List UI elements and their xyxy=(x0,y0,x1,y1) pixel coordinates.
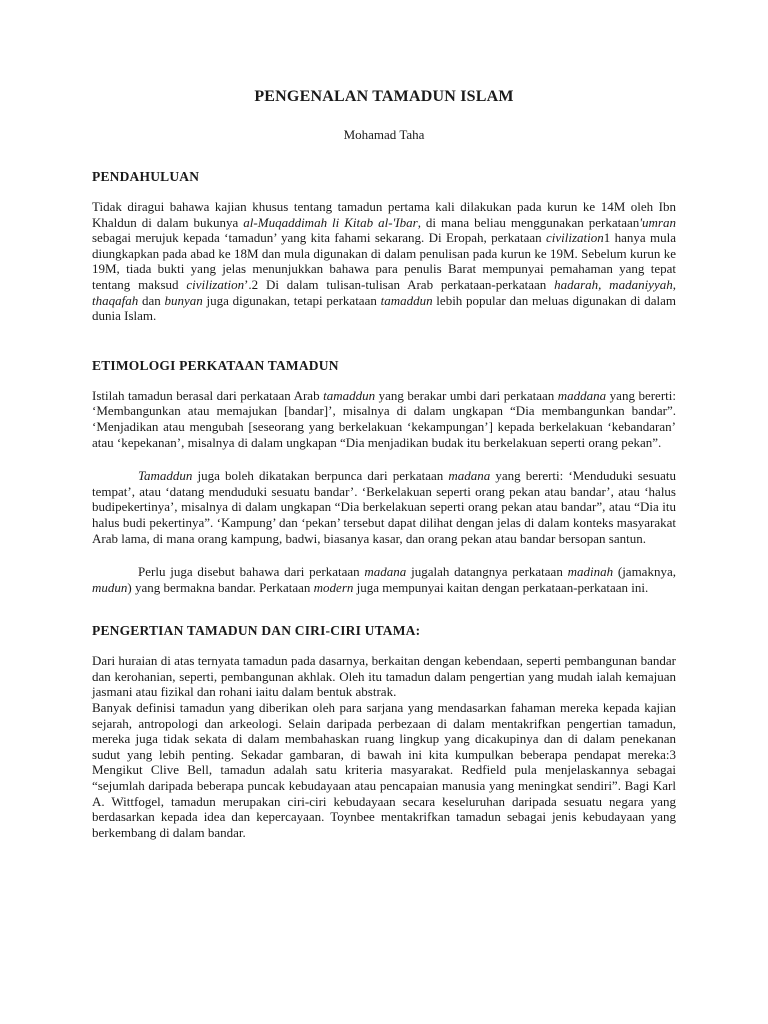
body-paragraph: Tamaddun juga boleh dikatakan berpunca dari perkataan madana yang bererti: ‘Menduduki sesuatu tempat’, atau ‘datang menduduki sesuatu bandar’. ‘Berkelakuan seperti orang pekan atau bandar’, atau ‘halus budipekertinya’, misalnya di dalam ungkapan “Dia berkelakuan seperti orang pekan atau bandar”, atau “Dia itu halus budi pekertinya”. ‘Kampung’ dan ‘pekan’ tersebut dapat dilihat dengan jelas di dalam konteks masyarakat Arab lama, di mana orang kampung, badwi, biasanya kasar, dan orang pekan atau bandar bersopan santun. xyxy=(92,468,676,546)
section-heading-pendahuluan: PENDAHULUAN xyxy=(92,169,200,184)
section-heading-pengertian: PENGERTIAN TAMADUN DAN CIRI-CIRI UTAMA: xyxy=(92,623,421,639)
document-page xyxy=(92,88,676,840)
body-paragraph: Banyak definisi tamadun yang diberikan oleh para sarjana yang mendasarkan fahaman mereka kepada kajian sejarah, antropologi dan arkeologi. Selain daripada perbezaan di dalam mentakrifkan pengertian tamadun, mereka juga tidak sekata di dalam membahaskan ruang lingkup yang dicakupinya dan di dalam penekanan sudut yang lebih penting. Sekadar gambaran, di bawah ini kita kumpulkan beberapa pendapat mereka:3 Mengikut Clive Bell, tamadun adalah satu kriteria masyarakat. Redfield pula menjelaskannya sebagai “sejumlah daripada beberapa puncak kebudayaan atau pencapaian manusia yang meningkat sendiri”. Bagi Karl A. Wittfogel, tamadun merupakan ciri-ciri kebudayaan secara keseluruhan daripada sesuatu negara yang berdasarkan kepada idea dan kepercayaan. Toynbee mentakrifkan tamadun sebagai jenis kebudayaan yang berkembang di dalam bandar. xyxy=(92,700,676,840)
body-paragraph: Perlu juga disebut bahawa dari perkataan madana jugalah datangnya perkataan madinah (jamaknya, mudun) yang bermakna bandar. Perkataan modern juga mempunyai kaitan dengan perkataan-perkataan ini. xyxy=(92,564,676,595)
section-heading-etimologi: ETIMOLOGI PERKATAAN TAMADUN xyxy=(92,357,339,373)
body-paragraph: Istilah tamadun berasal dari perkataan Arab tamaddun yang berakar umbi dari perkataan maddana yang bererti: ‘Membangunkan atau memajukan [bandar]’, misalnya di dalam ungkapan “Dia membangunkan bandar”. ‘Menjadikan atau mengubah [seseorang yang berkelakuan ‘kekampungan’] kepada berkelakuan ‘kebandaran’ atau ‘kepekanan’, misalnya di dalam ungkapan “Dia menjadikan budak itu berkelakuan seperti orang pekan”. xyxy=(92,387,676,450)
body-paragraph: Dari huraian di atas ternyata tamadun pada dasarnya, berkaitan dengan kebendaan, seperti pembangunan bandar dan kerohanian, seperti, pembangunan akhlak. Oleh itu tamadun dalam pengertian yang mudah ialah kemajuan jasmani atau fizikal dan rohani iaitu dalam bentuk abstrak. xyxy=(92,653,676,700)
document-author: Mohamad Taha xyxy=(343,127,425,142)
body-paragraph: Tidak diragui bahawa kajian khusus tentang tamadun pertama kali dilakukan pada kurun ke 14M oleh Ibn Khaldun di dalam bukunya al-Muqaddimah li Kitab al-'Ibar, di mana beliau menggunakan perkataan'umran sebagai merujuk kepada ‘tamadun’ yang kita fahami sekarang. Di Eropah, perkataan civilization1 hanya mula diungkapkan pada abad ke 18M dan mula digunakan di dalam penulisan pada kurun ke 19M. Sebelum kurun ke 19M, tiada bukti yang jelas menunjukkan bahawa para penulis Barat mempunyai pemahaman yang tepat tentang maksud civilization’.2 Di dalam tulisan-tulisan Arab perkataan-perkataan hadarah, madaniyyah, thaqafah dan bunyan juga digunakan, tetapi perkataan tamaddun lebih popular dan meluas digunakan di dalam dunia Islam. xyxy=(92,199,676,324)
document-title: PENGENALAN TAMADUN ISLAM xyxy=(254,88,514,105)
